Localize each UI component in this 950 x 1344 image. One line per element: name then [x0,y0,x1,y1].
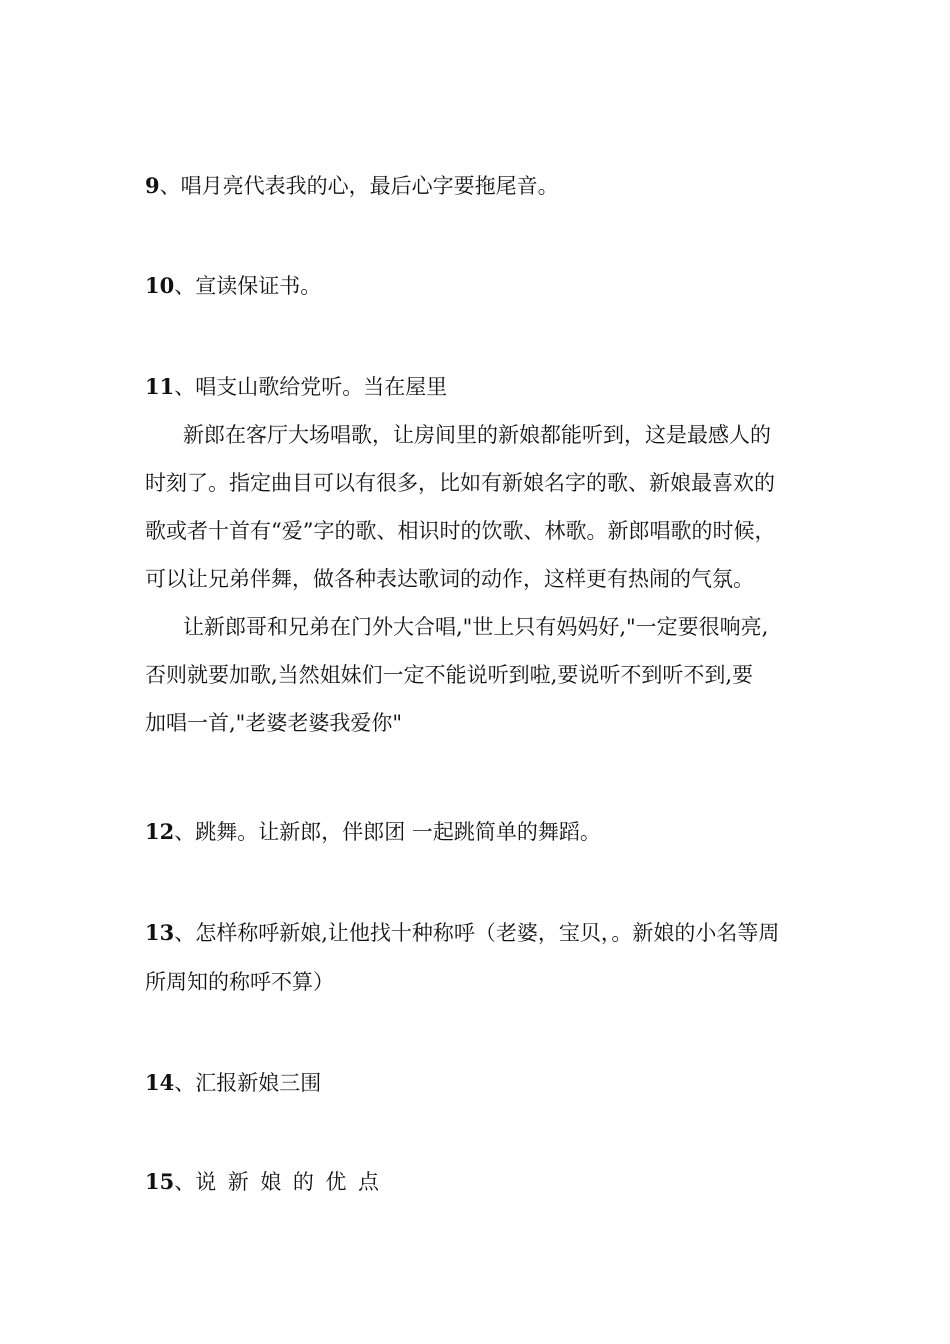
item-separator: 、 [174,375,196,399]
item-separator: 、 [174,274,196,298]
item-number: 9 [145,173,160,198]
paragraph-chorus [145,613,813,757]
list-item-13 [145,919,810,947]
paragraph-line: 否则就要加歌,当然姐妹们一定不能说听到啦,要说听不到听不到,要 [145,663,754,687]
paragraph-line: 新郎在客厅大场唱歌，让房间里的新娘都能听到，这是最感人的 [183,423,771,447]
list-item-11 [145,373,810,401]
list-item-12 [145,818,810,846]
list-item-9 [145,172,810,200]
item-separator: 、 [174,921,196,945]
item-text: 唱支山歌给党听。当在屋里 [195,375,448,399]
paragraph-line: 加唱一首,"老婆老婆我爱你" [145,711,402,735]
paragraph-line: 时刻了。指定曲目可以有很多，比如有新娘名字的歌、新娘最喜欢的 [145,471,775,495]
item-text: 所周知的称呼不算） [145,970,334,994]
item-text: 跳舞。让新郎，伴郎团 一起跳简单的舞蹈。 [195,820,601,844]
item-separator: 、 [174,1170,196,1194]
item-text: 怎样称呼新娘,让他找十种称呼（老婆，宝贝，。新娘的小名等周 [195,921,780,945]
list-item-13-continuation [145,969,810,996]
item-separator: 、 [174,820,196,844]
paragraph-line: 歌或者十首有“爱”字的歌、相识时的饮歌、林歌。新郎唱歌的时候， [145,519,776,543]
item-number: 10 [145,273,175,298]
item-text: 说新娘的优点 [195,1170,391,1194]
list-item-14 [145,1069,810,1097]
paragraph-line: 让新郎哥和兄弟在门外大合唱,"世上只有妈妈好,"一定要很响亮, [183,615,769,639]
item-text: 宣读保证书。 [195,274,322,298]
item-text: 唱月亮代表我的心，最后心字要拖尾音。 [180,174,559,198]
list-item-10 [145,272,810,300]
item-text: 汇报新娘三围 [195,1071,322,1095]
list-item-15 [145,1168,810,1196]
item-number: 12 [145,819,175,844]
paragraph-singing [145,421,813,613]
item-number: 15 [145,1169,175,1194]
item-number: 11 [145,374,175,399]
item-number: 13 [145,920,175,945]
item-separator: 、 [159,174,181,198]
item-number: 14 [145,1070,175,1095]
paragraph-line: 可以让兄弟伴舞，做各种表达歌词的动作，这样更有热闹的气氛。 [145,567,754,591]
item-separator: 、 [174,1071,196,1095]
